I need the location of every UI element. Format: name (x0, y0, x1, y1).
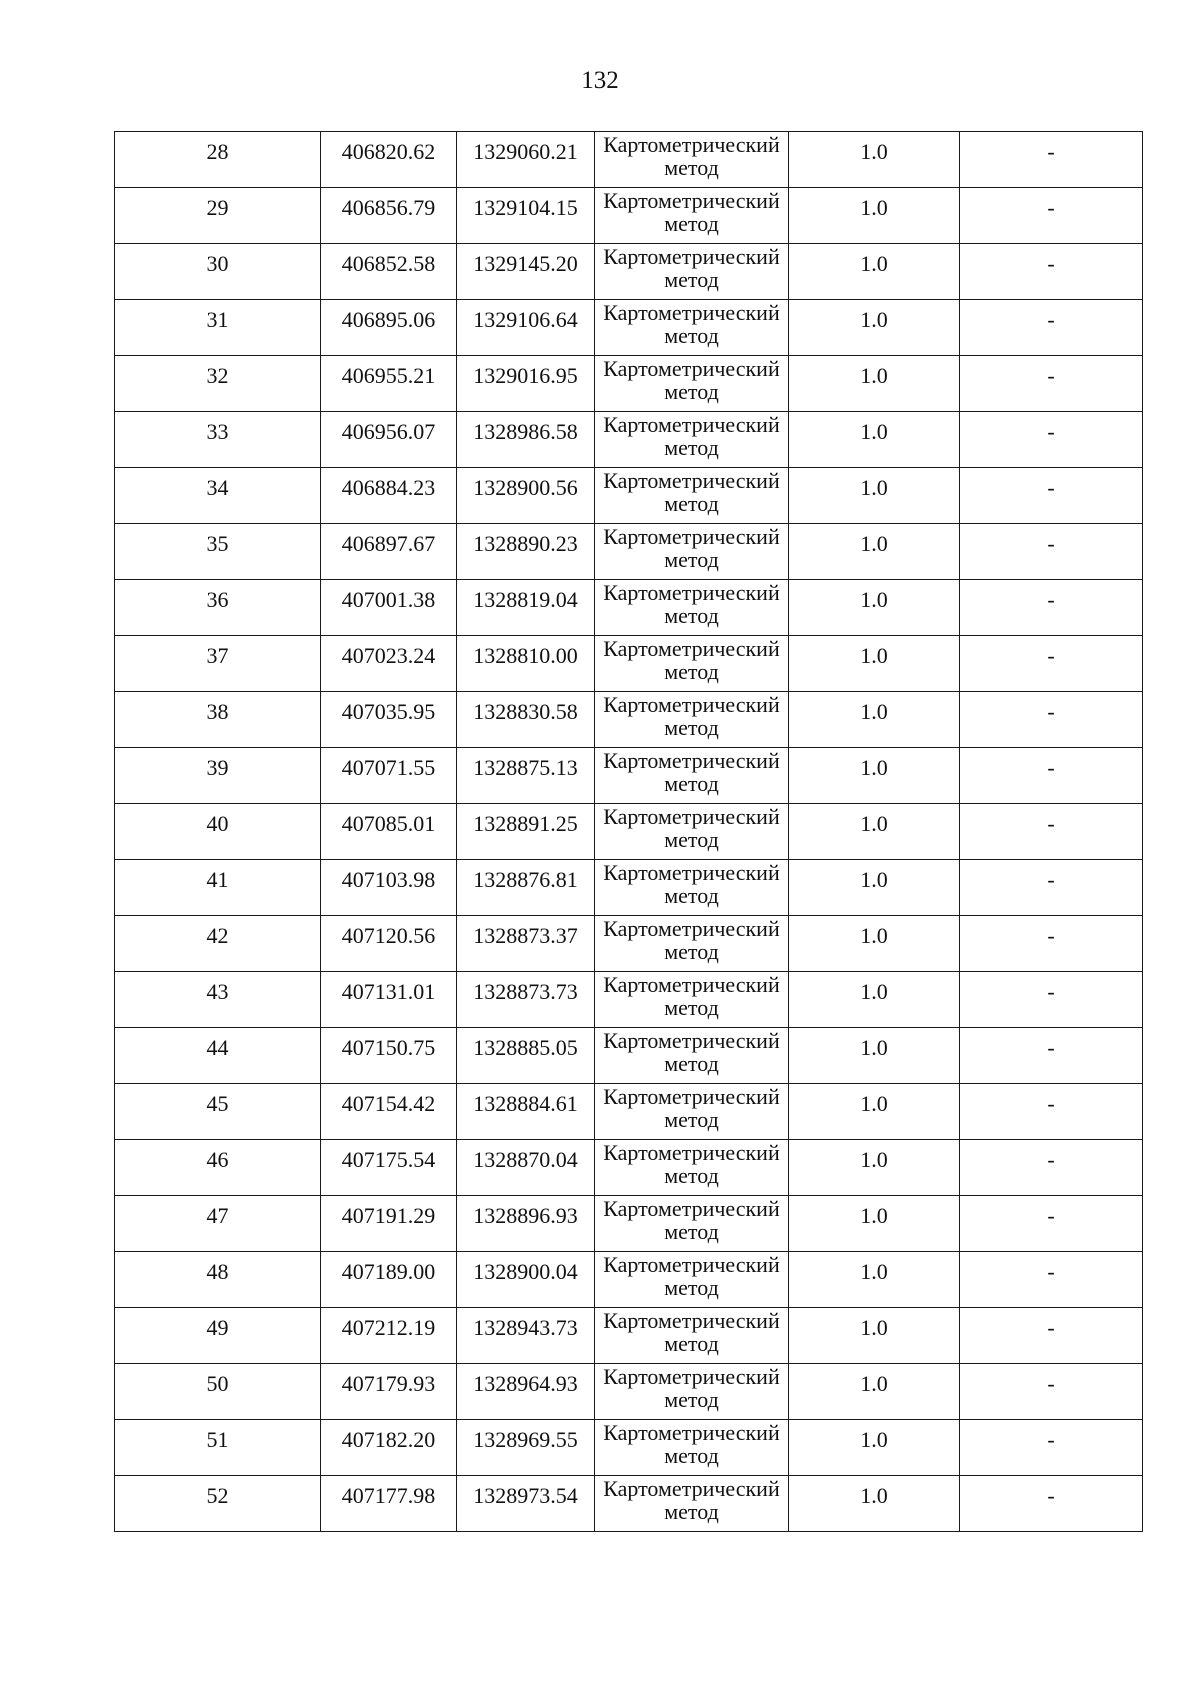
table-row (115, 692, 1143, 748)
note-cell: - (960, 524, 1143, 580)
accuracy-cell: 1.0 (789, 300, 960, 356)
method-cell (595, 356, 789, 412)
method-line-2: метод (664, 1107, 719, 1132)
method-cell (595, 804, 789, 860)
point-number-cell: 47 (115, 1196, 321, 1252)
note-cell: - (960, 1308, 1143, 1364)
method-line-2: метод (664, 659, 719, 684)
x-coordinate-cell: 406956.07 (321, 412, 457, 468)
accuracy-cell: 1.0 (789, 692, 960, 748)
table-row (115, 244, 1143, 300)
x-coordinate-cell: 407071.55 (321, 748, 457, 804)
note-cell: - (960, 804, 1143, 860)
method-line-2: метод (664, 827, 719, 852)
point-number-cell: 44 (115, 1028, 321, 1084)
method-cell (595, 244, 789, 300)
method-cell (595, 1364, 789, 1420)
y-coordinate-cell: 1328964.93 (457, 1364, 595, 1420)
accuracy-cell: 1.0 (789, 1028, 960, 1084)
table-row (115, 468, 1143, 524)
note-cell: - (960, 972, 1143, 1028)
method-line-1: Картометрический (603, 860, 780, 885)
method-cell (595, 972, 789, 1028)
accuracy-cell: 1.0 (789, 804, 960, 860)
coordinates-table (114, 131, 1143, 1532)
table-row (115, 1308, 1143, 1364)
note-cell: - (960, 636, 1143, 692)
method-cell (595, 580, 789, 636)
y-coordinate-cell: 1329060.21 (457, 132, 595, 188)
table-row (115, 188, 1143, 244)
page-number: 132 (581, 67, 619, 94)
note-cell: - (960, 1196, 1143, 1252)
point-number-cell: 52 (115, 1476, 321, 1532)
method-line-2: метод (664, 1443, 719, 1468)
y-coordinate-cell: 1328986.58 (457, 412, 595, 468)
accuracy-cell: 1.0 (789, 1308, 960, 1364)
accuracy-cell: 1.0 (789, 524, 960, 580)
y-coordinate-cell: 1328870.04 (457, 1140, 595, 1196)
method-line-2: метод (664, 1499, 719, 1524)
x-coordinate-cell: 407154.42 (321, 1084, 457, 1140)
method-line-1: Картометрический (603, 692, 780, 717)
method-cell (595, 860, 789, 916)
x-coordinate-cell: 407212.19 (321, 1308, 457, 1364)
method-line-2: метод (664, 323, 719, 348)
method-cell (595, 300, 789, 356)
method-cell (595, 636, 789, 692)
note-cell: - (960, 244, 1143, 300)
table-row (115, 412, 1143, 468)
table-row (115, 804, 1143, 860)
method-line-2: метод (664, 379, 719, 404)
method-line-1: Картометрический (603, 132, 780, 157)
x-coordinate-cell: 407120.56 (321, 916, 457, 972)
point-number-cell: 33 (115, 412, 321, 468)
point-number-cell: 29 (115, 188, 321, 244)
point-number-cell: 45 (115, 1084, 321, 1140)
point-number-cell: 42 (115, 916, 321, 972)
method-line-1: Картометрический (603, 580, 780, 605)
y-coordinate-cell: 1328819.04 (457, 580, 595, 636)
method-line-2: метод (664, 1163, 719, 1188)
point-number-cell: 32 (115, 356, 321, 412)
y-coordinate-cell: 1329104.15 (457, 188, 595, 244)
y-coordinate-cell: 1328876.81 (457, 860, 595, 916)
accuracy-cell: 1.0 (789, 356, 960, 412)
y-coordinate-cell: 1328969.55 (457, 1420, 595, 1476)
table-row (115, 1028, 1143, 1084)
method-cell (595, 692, 789, 748)
point-number-cell: 46 (115, 1140, 321, 1196)
point-number-cell: 41 (115, 860, 321, 916)
table-row (115, 1196, 1143, 1252)
y-coordinate-cell: 1328943.73 (457, 1308, 595, 1364)
method-line-1: Картометрический (603, 1252, 780, 1277)
accuracy-cell: 1.0 (789, 132, 960, 188)
x-coordinate-cell: 406820.62 (321, 132, 457, 188)
note-cell: - (960, 300, 1143, 356)
method-line-1: Картометрический (603, 1476, 780, 1501)
x-coordinate-cell: 406852.58 (321, 244, 457, 300)
point-number-cell: 30 (115, 244, 321, 300)
point-number-cell: 34 (115, 468, 321, 524)
note-cell: - (960, 916, 1143, 972)
point-number-cell: 50 (115, 1364, 321, 1420)
method-cell (595, 1252, 789, 1308)
method-line-2: метод (664, 1275, 719, 1300)
table-row (115, 1364, 1143, 1420)
method-cell (595, 1084, 789, 1140)
table-row (115, 524, 1143, 580)
method-line-2: метод (664, 1219, 719, 1244)
accuracy-cell: 1.0 (789, 916, 960, 972)
method-line-1: Картометрический (603, 1028, 780, 1053)
method-line-1: Картометрический (603, 412, 780, 437)
x-coordinate-cell: 406895.06 (321, 300, 457, 356)
note-cell: - (960, 860, 1143, 916)
method-cell (595, 412, 789, 468)
method-line-2: метод (664, 883, 719, 908)
x-coordinate-cell: 406897.67 (321, 524, 457, 580)
table-row (115, 132, 1143, 188)
accuracy-cell: 1.0 (789, 1196, 960, 1252)
y-coordinate-cell: 1328896.93 (457, 1196, 595, 1252)
y-coordinate-cell: 1328885.05 (457, 1028, 595, 1084)
note-cell: - (960, 132, 1143, 188)
table-body (115, 132, 1143, 1532)
note-cell: - (960, 1420, 1143, 1476)
method-line-1: Картометрический (603, 188, 780, 213)
method-line-2: метод (664, 491, 719, 516)
x-coordinate-cell: 407131.01 (321, 972, 457, 1028)
note-cell: - (960, 412, 1143, 468)
accuracy-cell: 1.0 (789, 1364, 960, 1420)
note-cell: - (960, 1364, 1143, 1420)
y-coordinate-cell: 1328830.58 (457, 692, 595, 748)
accuracy-cell: 1.0 (789, 972, 960, 1028)
point-number-cell: 39 (115, 748, 321, 804)
method-line-2: метод (664, 547, 719, 572)
method-cell (595, 132, 789, 188)
accuracy-cell: 1.0 (789, 188, 960, 244)
x-coordinate-cell: 407001.38 (321, 580, 457, 636)
table-row (115, 972, 1143, 1028)
point-number-cell: 43 (115, 972, 321, 1028)
point-number-cell: 36 (115, 580, 321, 636)
accuracy-cell: 1.0 (789, 412, 960, 468)
note-cell: - (960, 1476, 1143, 1532)
method-cell (595, 524, 789, 580)
x-coordinate-cell: 407182.20 (321, 1420, 457, 1476)
method-line-1: Картометрический (603, 300, 780, 325)
x-coordinate-cell: 406856.79 (321, 188, 457, 244)
accuracy-cell: 1.0 (789, 244, 960, 300)
x-coordinate-cell: 407035.95 (321, 692, 457, 748)
method-cell (595, 1028, 789, 1084)
method-line-1: Картометрический (603, 468, 780, 493)
y-coordinate-cell: 1328810.00 (457, 636, 595, 692)
table-row (115, 1252, 1143, 1308)
note-cell: - (960, 1084, 1143, 1140)
note-cell: - (960, 468, 1143, 524)
accuracy-cell: 1.0 (789, 468, 960, 524)
note-cell: - (960, 580, 1143, 636)
x-coordinate-cell: 407177.98 (321, 1476, 457, 1532)
table-row (115, 1420, 1143, 1476)
y-coordinate-cell: 1328973.54 (457, 1476, 595, 1532)
method-line-2: метод (664, 939, 719, 964)
method-line-1: Картометрический (603, 1420, 780, 1445)
table-row (115, 300, 1143, 356)
y-coordinate-cell: 1329106.64 (457, 300, 595, 356)
method-line-2: метод (664, 1331, 719, 1356)
point-number-cell: 28 (115, 132, 321, 188)
x-coordinate-cell: 407085.01 (321, 804, 457, 860)
y-coordinate-cell: 1328875.13 (457, 748, 595, 804)
y-coordinate-cell: 1328884.61 (457, 1084, 595, 1140)
table-row (115, 356, 1143, 412)
method-line-1: Картометрический (603, 244, 780, 269)
y-coordinate-cell: 1329145.20 (457, 244, 595, 300)
accuracy-cell: 1.0 (789, 1476, 960, 1532)
y-coordinate-cell: 1329016.95 (457, 356, 595, 412)
table-row (115, 916, 1143, 972)
x-coordinate-cell: 406955.21 (321, 356, 457, 412)
note-cell: - (960, 1252, 1143, 1308)
method-line-1: Картометрический (603, 1196, 780, 1221)
method-line-2: метод (664, 995, 719, 1020)
method-cell (595, 916, 789, 972)
x-coordinate-cell: 407023.24 (321, 636, 457, 692)
accuracy-cell: 1.0 (789, 580, 960, 636)
y-coordinate-cell: 1328900.56 (457, 468, 595, 524)
method-cell (595, 748, 789, 804)
method-cell (595, 468, 789, 524)
table-row (115, 748, 1143, 804)
method-line-1: Картометрический (603, 1364, 780, 1389)
method-line-1: Картометрический (603, 1084, 780, 1109)
method-line-2: метод (664, 1051, 719, 1076)
method-line-1: Картометрический (603, 972, 780, 997)
method-cell (595, 1196, 789, 1252)
y-coordinate-cell: 1328873.37 (457, 916, 595, 972)
x-coordinate-cell: 407103.98 (321, 860, 457, 916)
y-coordinate-cell: 1328873.73 (457, 972, 595, 1028)
method-line-1: Картометрический (603, 748, 780, 773)
x-coordinate-cell: 407189.00 (321, 1252, 457, 1308)
method-line-1: Картометрический (603, 1140, 780, 1165)
method-line-2: метод (664, 155, 719, 180)
note-cell: - (960, 188, 1143, 244)
point-number-cell: 37 (115, 636, 321, 692)
method-line-1: Картометрический (603, 804, 780, 829)
note-cell: - (960, 748, 1143, 804)
method-cell (595, 1420, 789, 1476)
method-line-1: Картометрический (603, 524, 780, 549)
table-row (115, 860, 1143, 916)
method-line-2: метод (664, 211, 719, 236)
accuracy-cell: 1.0 (789, 748, 960, 804)
point-number-cell: 49 (115, 1308, 321, 1364)
method-cell (595, 1476, 789, 1532)
note-cell: - (960, 1028, 1143, 1084)
note-cell: - (960, 1140, 1143, 1196)
x-coordinate-cell: 407175.54 (321, 1140, 457, 1196)
x-coordinate-cell: 407150.75 (321, 1028, 457, 1084)
point-number-cell: 31 (115, 300, 321, 356)
point-number-cell: 40 (115, 804, 321, 860)
method-line-1: Картометрический (603, 636, 780, 661)
method-line-2: метод (664, 267, 719, 292)
method-cell (595, 1308, 789, 1364)
point-number-cell: 48 (115, 1252, 321, 1308)
note-cell: - (960, 692, 1143, 748)
table-row (115, 636, 1143, 692)
method-line-1: Картометрический (603, 356, 780, 381)
accuracy-cell: 1.0 (789, 1420, 960, 1476)
accuracy-cell: 1.0 (789, 1084, 960, 1140)
point-number-cell: 38 (115, 692, 321, 748)
method-line-2: метод (664, 435, 719, 460)
table-row (115, 580, 1143, 636)
table-row (115, 1476, 1143, 1532)
method-line-2: метод (664, 603, 719, 628)
y-coordinate-cell: 1328891.25 (457, 804, 595, 860)
method-line-2: метод (664, 771, 719, 796)
method-cell (595, 188, 789, 244)
accuracy-cell: 1.0 (789, 1140, 960, 1196)
x-coordinate-cell: 407191.29 (321, 1196, 457, 1252)
table-row (115, 1084, 1143, 1140)
y-coordinate-cell: 1328900.04 (457, 1252, 595, 1308)
method-cell (595, 1140, 789, 1196)
accuracy-cell: 1.0 (789, 636, 960, 692)
method-line-1: Картометрический (603, 916, 780, 941)
x-coordinate-cell: 407179.93 (321, 1364, 457, 1420)
y-coordinate-cell: 1328890.23 (457, 524, 595, 580)
note-cell: - (960, 356, 1143, 412)
method-line-2: метод (664, 1387, 719, 1412)
point-number-cell: 51 (115, 1420, 321, 1476)
method-line-1: Картометрический (603, 1308, 780, 1333)
method-line-2: метод (664, 715, 719, 740)
accuracy-cell: 1.0 (789, 1252, 960, 1308)
point-number-cell: 35 (115, 524, 321, 580)
accuracy-cell: 1.0 (789, 860, 960, 916)
table-row (115, 1140, 1143, 1196)
x-coordinate-cell: 406884.23 (321, 468, 457, 524)
